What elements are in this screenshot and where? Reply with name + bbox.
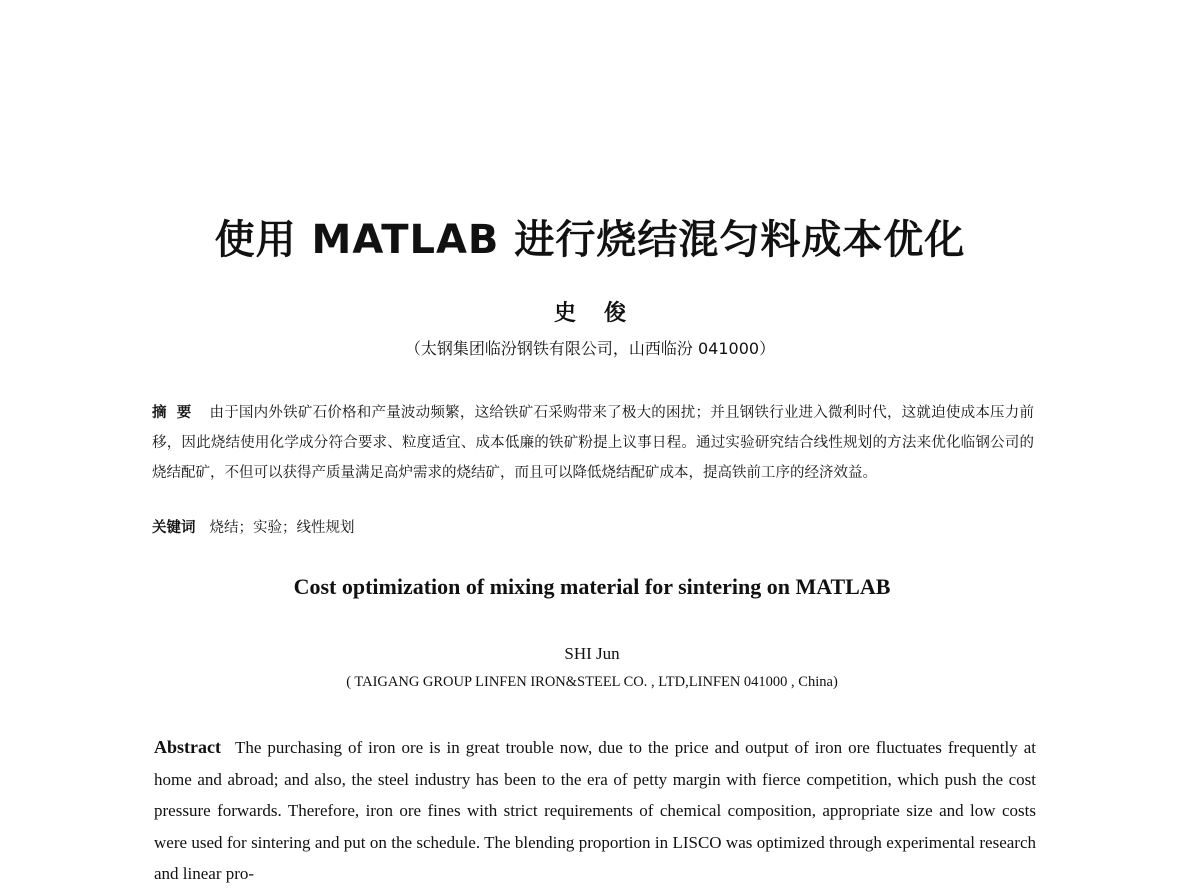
chinese-title: 使用 MATLAB 进行烧结混匀料成本优化 (214, 217, 966, 263)
english-author: SHI Jun (564, 644, 620, 663)
english-title: Cost optimization of mixing material for sintering on MATLAB (293, 574, 891, 599)
english-affiliation: ( TAIGANG GROUP LINFEN IRON&STEEL CO. , LTD,LINFEN 041000 , China) (346, 674, 838, 690)
chinese-abstract-text: 由于国内外铁矿石价格和产量波动频繁，这给铁矿石采购带来了极大的困扰；并且钢铁行业进入微利时代，这就迫使成本压力前移，因此烧结使用化学成分符合要求、粒度适宜、成本低廉的铁矿粉提上议事日程。通过实验研究结合线性规划的方法来优化临钢公司的烧结配矿，不但可以获得产质量满足高炉需求的烧结矿，而且可以降低烧结配矿成本，提高铁前工序的经济效益。 (152, 405, 1035, 481)
chinese-affiliation: （太钢集团临汾钢铁有限公司，山西临汾 041000） (404, 339, 776, 358)
chinese-keywords-label: 关键词 (152, 520, 196, 536)
english-abstract-text: The purchasing of iron ore is in great trouble now, due to the price and output of iron ore fluctuates frequently at home and abroad; and also, the steel industry has been to the era of petty margin with fierce competition, which push the cost pressure forwards. Therefore, iron ore fines with strict requirements of chemical composition, appropriate size and low costs were used for sintering and put on the schedule. The blending proportion in LISCO was optimized through experimental research and linear pro- (154, 738, 1036, 883)
english-abstract (154, 732, 1036, 890)
english-abstract-label: Abstract (154, 737, 221, 757)
chinese-keywords-text: 烧结；实验；线性规划 (209, 520, 355, 536)
chinese-author: 史俊 (553, 300, 654, 326)
chinese-abstract-label: 摘要 (152, 405, 202, 421)
chinese-abstract (152, 398, 1034, 488)
chinese-keywords (152, 516, 1034, 540)
